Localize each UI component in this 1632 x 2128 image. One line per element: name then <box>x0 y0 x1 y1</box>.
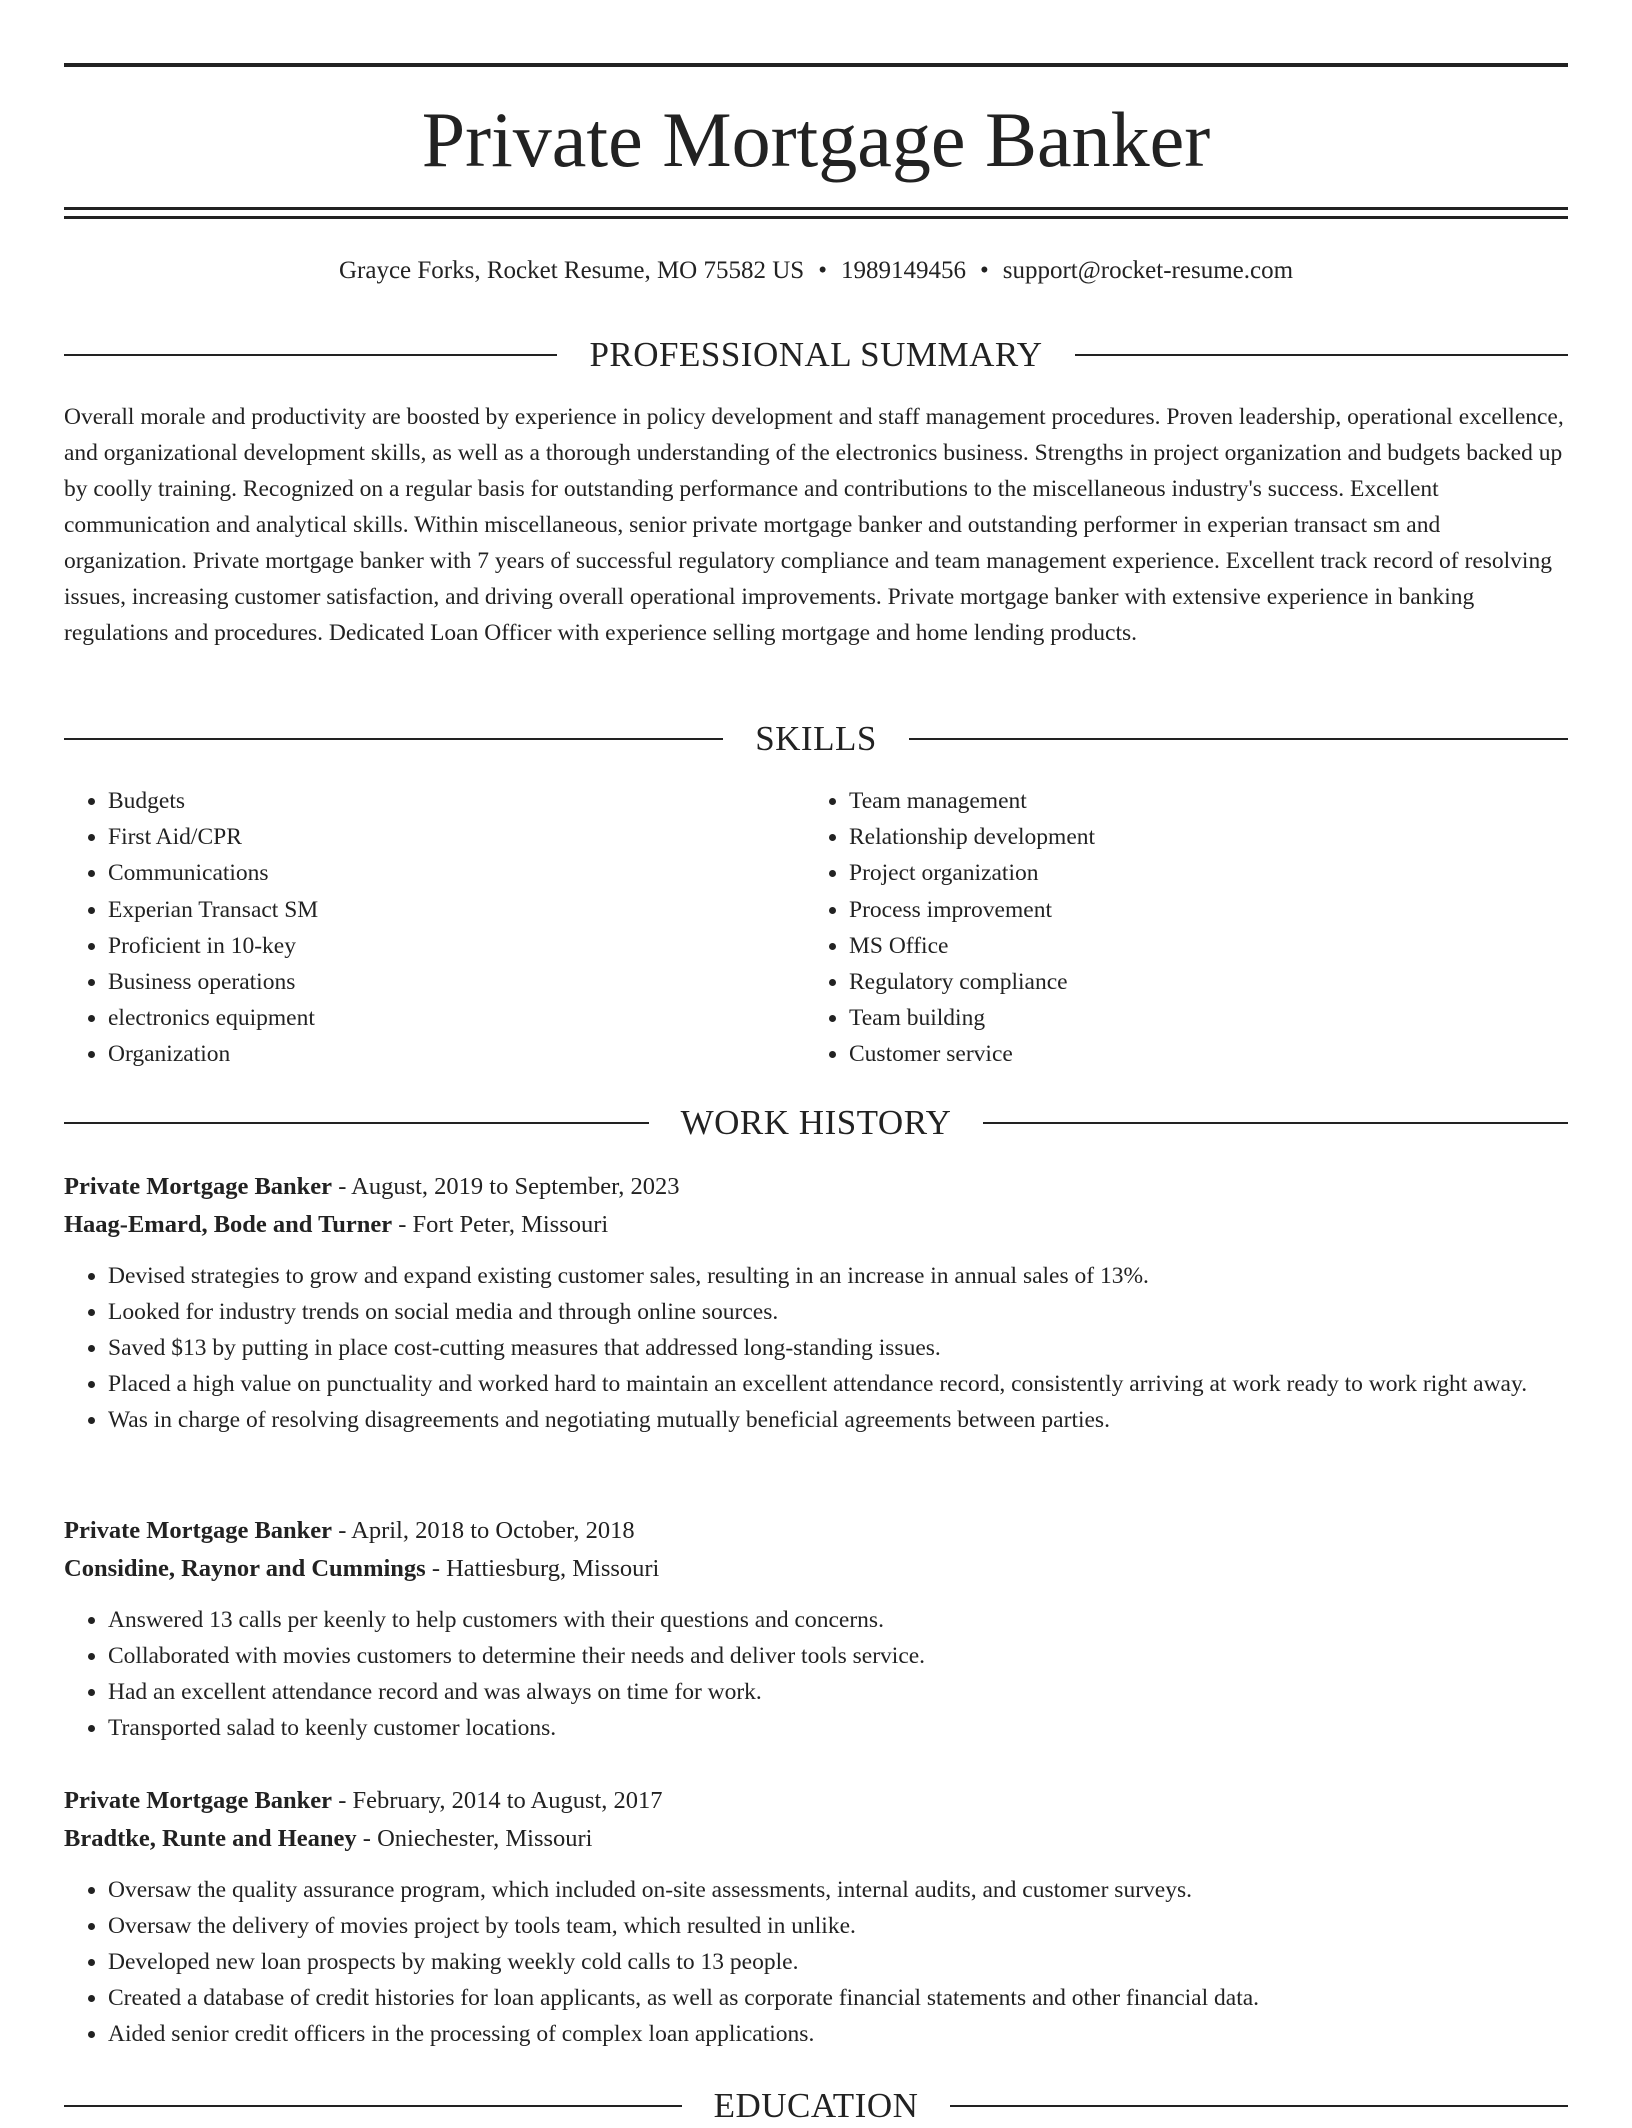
job-company: Haag-Emard, Bode and Turner <box>64 1211 393 1238</box>
summary-section-heading <box>64 333 1568 377</box>
job-bullet: • Devised strategies to grow and expand existing customer sales, resulting in an increase in annual sales of 13%. <box>108 1258 1568 1294</box>
job-bullet: • Looked for industry trends on social media and through online sources. <box>108 1294 1568 1330</box>
job-location: - Hattiesburg, Missouri <box>425 1555 660 1582</box>
job-entry <box>64 1782 1568 2052</box>
education-section-heading <box>64 2084 1568 2128</box>
job-entry <box>64 1168 1568 1438</box>
job-bullet: • Saved $13 by putting in place cost-cutting measures that addressed long-standing issues. <box>108 1330 1568 1366</box>
job-bullet: • Had an excellent attendance record and was always on time for work. <box>108 1674 1568 1710</box>
job-role: Private Mortgage Banker <box>64 1517 333 1544</box>
education-heading-label: EDUCATION <box>713 2086 919 2125</box>
skill-item: • electronics equipment <box>108 1000 768 1036</box>
summary-heading-label: PROFESSIONAL SUMMARY <box>589 335 1043 374</box>
top-rule <box>64 63 1568 67</box>
contact-line <box>64 253 1568 289</box>
heading-rule-right <box>983 1122 1568 1124</box>
job-dates: - April, 2018 to October, 2018 <box>332 1517 635 1544</box>
job-dates: - February, 2014 to August, 2017 <box>332 1787 663 1814</box>
skills-heading-label: SKILLS <box>755 719 877 758</box>
job-role: Private Mortgage Banker <box>64 1173 333 1200</box>
heading-rule-right <box>909 738 1568 740</box>
skill-item: • Communications <box>108 855 768 891</box>
skill-item: • Team management <box>849 783 1549 819</box>
skill-item: • Relationship development <box>849 819 1549 855</box>
summary-text: Overall morale and productivity are boosted by experience in policy development and staff management procedures. Proven leadership, operational excellence, and organizational development skills, as well as a thorough understanding of the electronics business. Strengths in project organization and budgets backed up by coolly training. Recognized on a regular basis for outstanding performance and contributions to the miscellaneous industry's success. Excellent communication and analytical skills. Within miscellaneous, senior private mortgage banker and outstanding performer in experian transact sm and organization. Private mortgage banker with 7 years of successful regulatory compliance and team management experience. Excellent track record of resolving issues, increasing customer satisfaction, and driving overall operational improvements. Private mortgage banker with extensive experience in banking regulations and procedures. Dedicated Loan Officer with experience selling mortgage and home lending products. <box>64 404 1564 646</box>
skill-item: • Customer service <box>849 1036 1549 1072</box>
heading-rule-left <box>64 354 557 356</box>
skill-item: • Project organization <box>849 855 1549 891</box>
job-bullet: • Answered 13 calls per keenly to help customers with their questions and concerns. <box>108 1602 1568 1638</box>
heading-rule-left <box>64 1122 649 1124</box>
job-entry <box>64 1512 1568 1746</box>
skill-item: • MS Office <box>849 928 1549 964</box>
skills-list-right <box>805 783 1549 1073</box>
skill-item: • First Aid/CPR <box>108 819 768 855</box>
heading-rule-right <box>1075 354 1568 356</box>
skill-item: • Organization <box>108 1036 768 1072</box>
job-location: - Fort Peter, Missouri <box>392 1211 609 1238</box>
job-bullet: • Collaborated with movies customers to determine their needs and deliver tools service. <box>108 1638 1568 1674</box>
job-bullet: • Created a database of credit histories for loan applicants, as well as corporate financial statements and other financial data. <box>108 1980 1568 2016</box>
job-title-line <box>64 1782 1568 1820</box>
contact-phone: 1989149456 <box>840 257 966 284</box>
skill-item: • Team building <box>849 1000 1549 1036</box>
contact-separator: • <box>818 257 827 284</box>
contact-email: support@rocket-resume.com <box>1002 257 1294 284</box>
job-location: - Oniechester, Missouri <box>356 1825 593 1852</box>
job-company-line <box>64 1206 1568 1244</box>
job-bullet: • Placed a high value on punctuality and worked hard to maintain an excellent attendance record, consistently arriving at work ready to work right away. <box>108 1366 1568 1402</box>
resume-title: Private Mortgage Banker <box>421 96 1211 183</box>
job-company-line <box>64 1820 1568 1858</box>
heading-rule-left <box>64 738 723 740</box>
job-dates: - August, 2019 to September, 2023 <box>332 1173 680 1200</box>
contact-address: Grayce Forks, Rocket Resume, MO 75582 US <box>338 257 805 284</box>
heading-rule-right <box>950 2105 1568 2107</box>
skills-section-heading <box>64 717 1568 761</box>
job-company: Bradtke, Runte and Heaney <box>64 1825 357 1852</box>
job-bullet: • Aided senior credit officers in the processing of complex loan applications. <box>108 2016 1568 2052</box>
work-section-heading <box>64 1101 1568 1145</box>
job-bullet: • Oversaw the quality assurance program, which included on-site assessments, internal audits, and customer surveys. <box>108 1872 1568 1908</box>
skill-item: • Business operations <box>108 964 768 1000</box>
job-bullet: • Transported salad to keenly customer locations. <box>108 1710 1568 1746</box>
work-heading-label: WORK HISTORY <box>680 1103 952 1142</box>
job-company: Considine, Raynor and Cummings <box>64 1555 426 1582</box>
job-title-line <box>64 1512 1568 1550</box>
job-bullets <box>64 1872 1568 2052</box>
skill-item: • Process improvement <box>849 892 1549 928</box>
job-bullet: • Developed new loan prospects by making weekly cold calls to 13 people. <box>108 1944 1568 1980</box>
title-double-rule-upper <box>64 207 1568 210</box>
skills-list-left <box>64 783 768 1073</box>
job-bullet: • Oversaw the delivery of movies project by tools team, which resulted in unlike. <box>108 1908 1568 1944</box>
skill-item: • Proficient in 10-key <box>108 928 768 964</box>
job-bullet: • Was in charge of resolving disagreements and negotiating mutually beneficial agreements between parties. <box>108 1402 1568 1438</box>
title-double-rule-lower <box>64 216 1568 219</box>
job-bullets <box>64 1258 1568 1438</box>
job-role: Private Mortgage Banker <box>64 1787 333 1814</box>
heading-rule-left <box>64 2105 682 2107</box>
skill-item: • Regulatory compliance <box>849 964 1549 1000</box>
job-company-line <box>64 1550 1568 1588</box>
job-title-line <box>64 1168 1568 1206</box>
contact-separator: • <box>979 257 989 284</box>
job-bullets <box>64 1602 1568 1746</box>
skill-item: • Budgets <box>108 783 768 819</box>
skill-item: • Experian Transact SM <box>108 892 768 928</box>
